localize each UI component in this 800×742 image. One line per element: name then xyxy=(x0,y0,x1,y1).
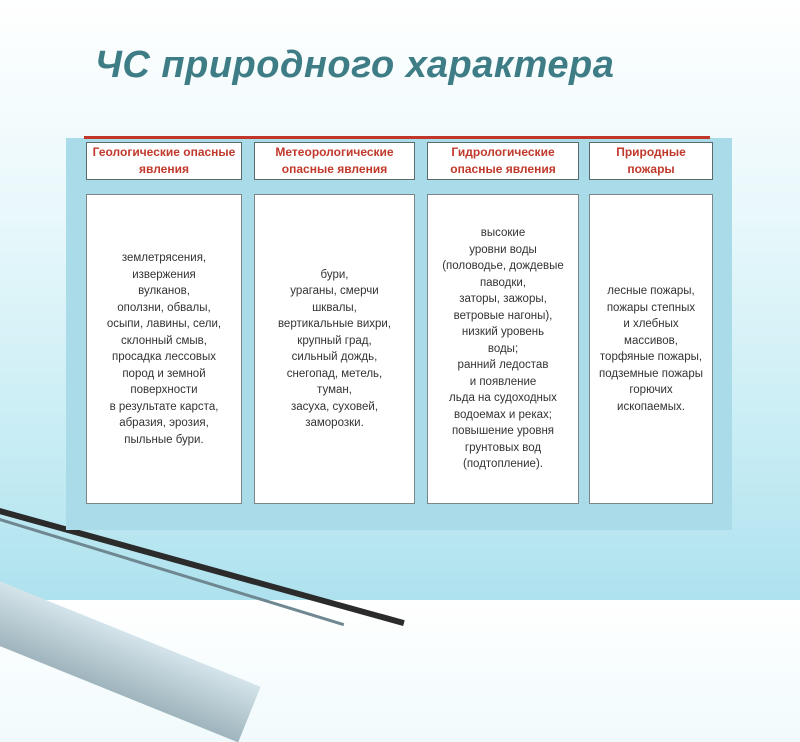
connector-top-line xyxy=(84,136,710,139)
slide-title: ЧС природного характера xyxy=(95,44,615,86)
column-body-text: высокие уровни воды (половодье, дождевые паводки, заторы, зажоры, ветровые нагоны), низкий уровень воды; ранний ледостав и появление льда на судоходных водоемах и реках; повышение уровня грунтовых вод (подтопление). xyxy=(442,227,564,471)
column-body-geological xyxy=(86,194,242,504)
column-body-fires xyxy=(589,194,713,504)
column-header-fires xyxy=(589,142,713,180)
column-header-label: Геологические опасные явления xyxy=(92,145,236,176)
column-header-hydrological xyxy=(427,142,579,180)
column-header-geological xyxy=(86,142,242,180)
column-body-text: лесные пожары, пожары степных и хлебных массивов, торфяные пожары, подземные пожары горючих ископаемых. xyxy=(599,285,703,413)
column-header-meteorological xyxy=(254,142,415,180)
column-body-text: бури, ураганы, смерчи шквалы, вертикальные вихри, крупный град, сильный дождь, снегопад, метель, туман, засуха, суховей, заморозки. xyxy=(277,268,392,429)
column-body-text: землетрясения, извержения вулканов, оползни, обвалы, осыпи, лавины, сели, склонный смыв, просадка лессовых пород и земной поверхности в результате карста, абразия, эрозия, пыльные бури. xyxy=(106,252,222,446)
column-body-hydrological xyxy=(427,194,579,504)
column-header-label: Гидрологические опасные явления xyxy=(450,145,556,176)
column-body-meteorological xyxy=(254,194,415,504)
column-header-label: Природные пожары xyxy=(616,145,686,176)
column-header-label: Метеорологические опасные явления xyxy=(275,145,394,176)
